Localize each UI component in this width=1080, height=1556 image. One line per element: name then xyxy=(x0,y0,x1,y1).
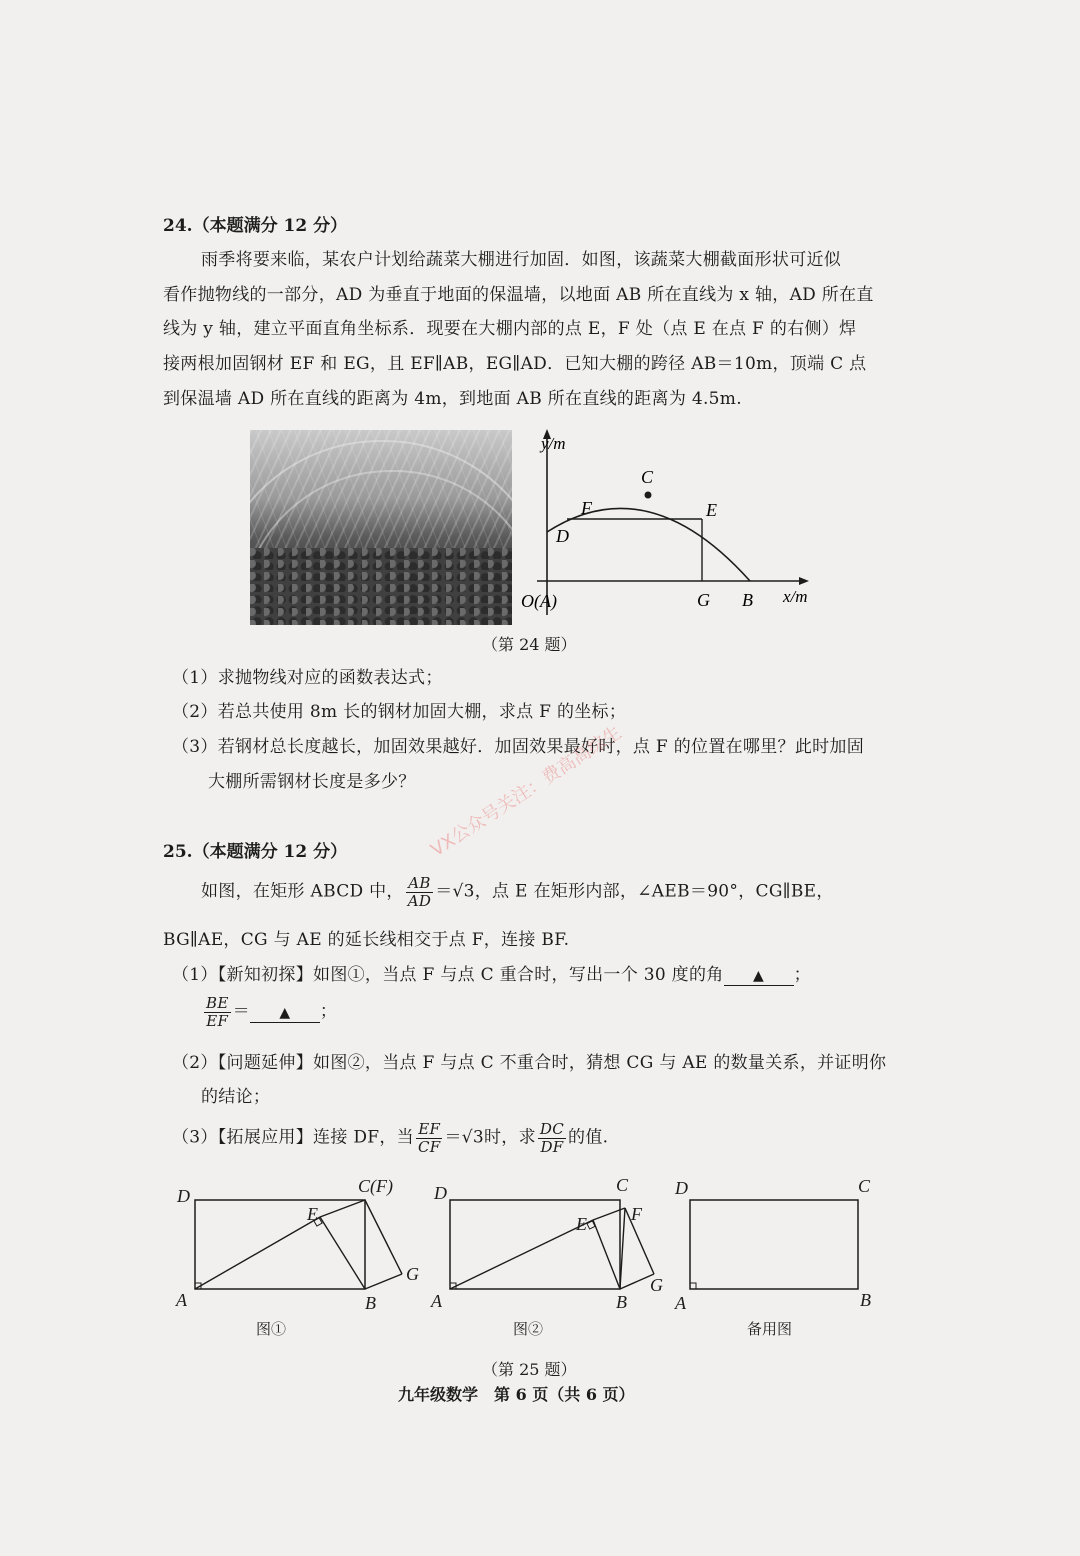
fraction-denominator: CF xyxy=(417,1137,441,1156)
figure-2 xyxy=(430,1175,663,1310)
fig2-F: F xyxy=(631,1204,642,1224)
q25-part3-a: （3）【拓展应用】连接 DF，当 xyxy=(172,1127,414,1148)
q25-part3-b: ＝√3时，求 xyxy=(444,1127,536,1148)
fraction-numerator: EF xyxy=(416,1121,443,1139)
fig2-B: B xyxy=(616,1292,627,1310)
blank-triangle-icon: ▲ xyxy=(753,968,765,984)
q25-heading: 25.（本题满分 12 分） xyxy=(163,842,348,862)
q24-line-4: 接两根加固钢材 EF 和 EG，且 EF∥AB，EG∥AD．已知大棚的跨径 AB＝10m，顶端 C 点 xyxy=(163,354,867,374)
q24-parabola-graph xyxy=(515,425,825,625)
q24-line-3: 线为 y 轴，建立平面直角坐标系．现要在大棚内部的点 E，F 处（点 E 在点 F 的右侧）焊 xyxy=(163,319,857,339)
graph-origin-label: O(A) xyxy=(521,591,557,611)
greenhouse-photo xyxy=(250,430,512,625)
graph-point-G: G xyxy=(697,590,710,610)
q24-line-5: 到保温墙 AD 所在直线的距离为 4m，到地面 AB 所在直线的距离为 4.5m. xyxy=(163,389,742,409)
fig3-A: A xyxy=(675,1293,686,1310)
graph-point-E: E xyxy=(706,500,717,520)
ef-cf-fraction xyxy=(416,1121,443,1155)
q24-line-2: 看作抛物线的一部分，AD 为垂直于地面的保温墙，以地面 AB 所在直线为 x 轴，AD 所在直 xyxy=(163,285,874,305)
fig1-caption: 图① xyxy=(256,1320,287,1338)
q25-part3-c: 的值. xyxy=(568,1127,609,1148)
fig1-D: D xyxy=(177,1186,190,1206)
graph-point-B: B xyxy=(742,590,753,610)
fig3-B: B xyxy=(860,1290,871,1310)
q25-part1-end: ； xyxy=(793,965,811,985)
fraction-denominator: AD xyxy=(407,891,432,910)
q25-caption: （第 25 题） xyxy=(482,1360,577,1379)
be-ef-fraction xyxy=(204,995,231,1029)
q25-line-2: BG∥AE，CG 与 AE 的延长线相交于点 F，连接 BF. xyxy=(163,930,570,950)
q25-figures xyxy=(170,1170,890,1310)
q25-intro-a: 如图，在矩形 ABCD 中， xyxy=(201,881,404,902)
fig2-caption: 图② xyxy=(513,1320,544,1338)
fraction-denominator: EF xyxy=(206,1011,229,1030)
answer-blank-1 xyxy=(724,965,794,986)
fig3-C: C xyxy=(858,1176,871,1196)
q24-sub-3-cont: 大棚所需钢材长度是多少？ xyxy=(208,772,416,792)
watermark: VX公众号关注：费高高综生 xyxy=(427,722,626,861)
q24-sub-1: （1）求抛物线对应的函数表达式； xyxy=(172,668,443,688)
q25-part1 xyxy=(172,965,811,986)
fig3-D: D xyxy=(675,1178,688,1198)
q25-intro-b: ＝√3，点 E 在矩形内部，∠AEB＝90°，CG∥BE， xyxy=(435,881,834,902)
equals-sign: ＝ xyxy=(232,1001,250,1022)
dc-df-fraction xyxy=(538,1121,566,1155)
q25-part2: （2）【问题延伸】如图②，当点 F 与点 C 不重合时，猜想 CG 与 AE 的数量关系，并证明你 xyxy=(172,1053,887,1073)
fig2-A: A xyxy=(431,1291,442,1310)
fig1-G: G xyxy=(406,1264,419,1284)
q25-ratio-fraction xyxy=(406,875,433,909)
figure-3 xyxy=(674,1176,871,1310)
fig1-A: A xyxy=(176,1290,187,1310)
fig2-E: E xyxy=(576,1214,587,1234)
fig1-E: E xyxy=(307,1204,318,1224)
page-footer: 九年级数学 第 6 页（共 6 页） xyxy=(398,1385,635,1404)
q25-part1-text: （1）【新知初探】如图①，当点 F 与点 C 重合时，写出一个 30 度的角 xyxy=(172,965,724,985)
q25-part2-cont: 的结论； xyxy=(201,1087,271,1107)
fraction-numerator: AB xyxy=(406,875,433,893)
graph-point-D: D xyxy=(556,526,569,546)
q25-intro xyxy=(201,875,834,909)
q24-sub-2: （2）若总共使用 8m 长的钢材加固大棚，求点 F 的坐标； xyxy=(172,702,627,722)
q25-part1-ratio-end: ； xyxy=(319,1001,338,1022)
graph-point-C: C xyxy=(641,467,654,487)
fraction-denominator: DF xyxy=(540,1137,564,1156)
fig1-B: B xyxy=(365,1293,376,1310)
fraction-numerator: DC xyxy=(539,1120,565,1138)
fig3-caption: 备用图 xyxy=(747,1320,793,1338)
graph-point-F: F xyxy=(581,498,592,518)
q24-heading: 24.（本题满分 12 分） xyxy=(163,216,348,236)
q24-sub-3: （3）若钢材总长度越长，加固效果越好．加固效果最好时，点 F 的位置在哪里？此时加固 xyxy=(172,737,865,757)
q25-part3 xyxy=(172,1121,608,1155)
blank-triangle-icon: ▲ xyxy=(279,1004,291,1021)
fig2-G: G xyxy=(650,1275,663,1295)
fig1-C: C(F) xyxy=(358,1176,393,1196)
figure-1 xyxy=(175,1176,419,1310)
graph-y-label: y/m xyxy=(541,434,566,453)
fig2-C: C xyxy=(616,1175,629,1195)
graph-x-label: x/m xyxy=(783,587,808,606)
q24-caption: （第 24 题） xyxy=(482,635,577,654)
answer-blank-2 xyxy=(250,1002,320,1023)
fraction-numerator: BE xyxy=(206,994,229,1012)
fig2-D: D xyxy=(434,1183,447,1203)
q25-part1-ratio xyxy=(202,995,337,1029)
q24-line-1: 雨季将要来临，某农户计划给蔬菜大棚进行加固．如图，该蔬菜大棚截面形状可近似 xyxy=(201,250,842,270)
